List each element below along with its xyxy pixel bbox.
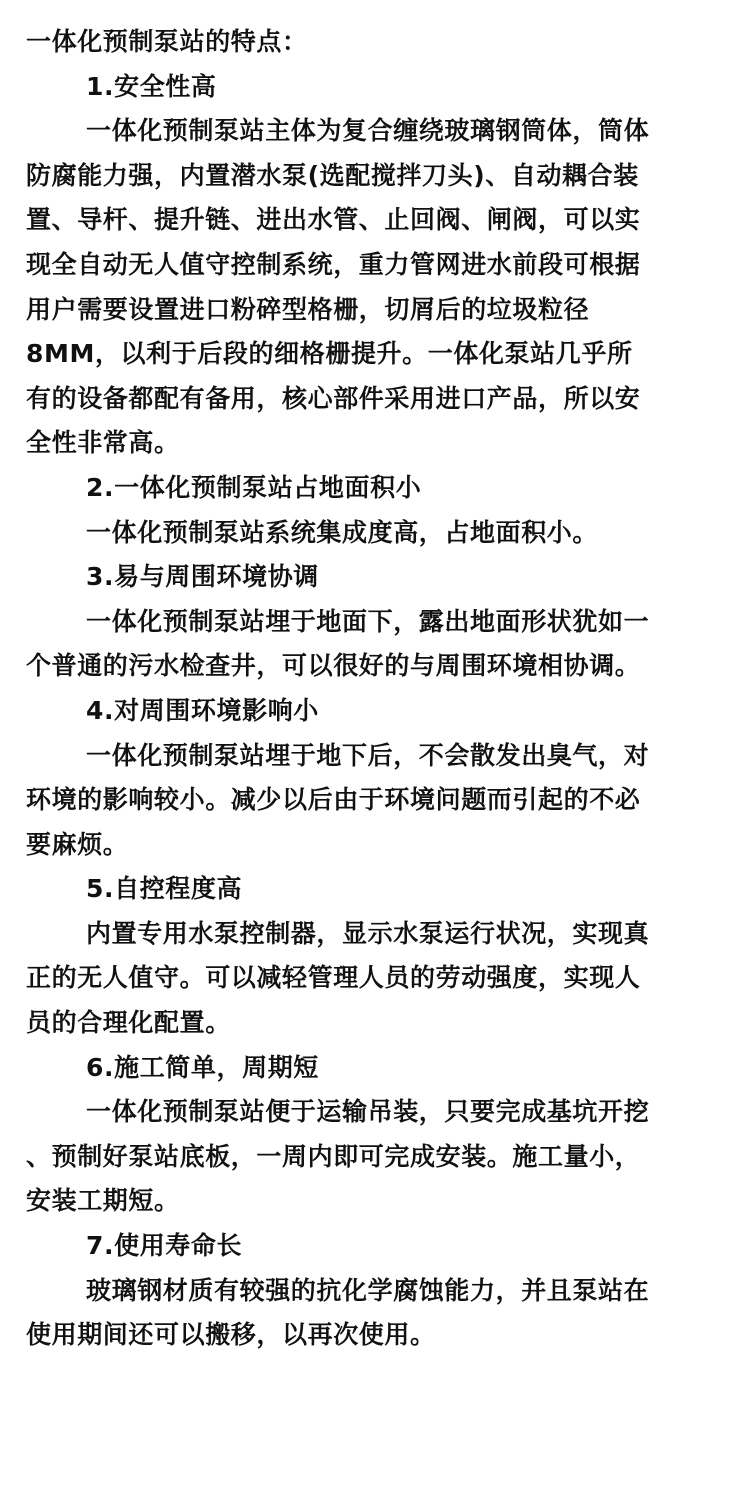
section-heading-3: 3.易与周围环境协调 <box>86 562 319 592</box>
paragraph-line: 现全自动无人值守控制系统，重力管网进水前段可根据 <box>26 249 641 279</box>
paragraph-line: 玻璃钢材质有较强的抗化学腐蚀能力，并且泵站在 <box>86 1275 650 1305</box>
section-heading-4: 4.对周围环境影响小 <box>86 695 319 725</box>
section-heading-7: 7.使用寿命长 <box>86 1231 243 1261</box>
section-heading-6: 6.施工简单，周期短 <box>86 1052 319 1082</box>
paragraph-line: 、预制好泵站底板，一周内即可完成安装。施工量小， <box>26 1141 641 1171</box>
paragraph-line: 有的设备都配有备用，核心部件采用进口产品，所以安 <box>26 383 641 413</box>
document-title: 一体化预制泵站的特点： <box>26 27 308 56</box>
section-heading-1: 1.安全性高 <box>86 71 217 101</box>
section-heading-5: 5.自控程度高 <box>86 874 243 904</box>
paragraph-line: 个普通的污水检查井，可以很好的与周围环境相协调。 <box>26 651 641 681</box>
paragraph-line: 员的合理化配置。 <box>26 1008 231 1038</box>
paragraph-line: 要麻烦。 <box>26 829 129 859</box>
paragraph-line: 一体化预制泵站埋于地下后，不会散发出臭气，对 <box>86 740 650 770</box>
paragraph-line: 安装工期短。 <box>26 1186 180 1216</box>
paragraph-line: 一体化预制泵站便于运输吊装，只要完成基坑开挖 <box>86 1097 650 1127</box>
paragraph-line: 一体化预制泵站主体为复合缠绕玻璃钢筒体，筒体 <box>86 116 650 146</box>
paragraph-line: 用户需要设置进口粉碎型格栅，切屑后的垃圾粒径 <box>26 294 590 324</box>
paragraph-line: 防腐能力强，内置潜水泵(选配搅拌刀头)、自动耦合装 <box>26 160 639 190</box>
paragraph-line: 使用期间还可以搬移，以再次使用。 <box>26 1320 436 1350</box>
paragraph-line: 一体化预制泵站埋于地面下，露出地面形状犹如一 <box>86 606 650 636</box>
paragraph-line: 内置专用水泵控制器，显示水泵运行状况，实现真 <box>86 918 650 948</box>
paragraph-line: 全性非常高。 <box>26 428 180 458</box>
paragraph-line: 8MM，以利于后段的细格栅提升。一体化泵站几乎所 <box>26 339 633 369</box>
paragraph-line: 正的无人值守。可以减轻管理人员的劳动强度，实现人 <box>26 963 641 993</box>
section-heading-2: 2.一体化预制泵站占地面积小 <box>86 472 422 502</box>
paragraph-line: 环境的影响较小。减少以后由于环境问题而引起的不必 <box>26 785 641 815</box>
paragraph-line: 一体化预制泵站系统集成度高，占地面积小。 <box>86 517 599 547</box>
paragraph-line: 置、导杆、提升链、进出水管、止回阀、闸阀，可以实 <box>26 205 641 235</box>
document-body <box>26 20 726 1358</box>
